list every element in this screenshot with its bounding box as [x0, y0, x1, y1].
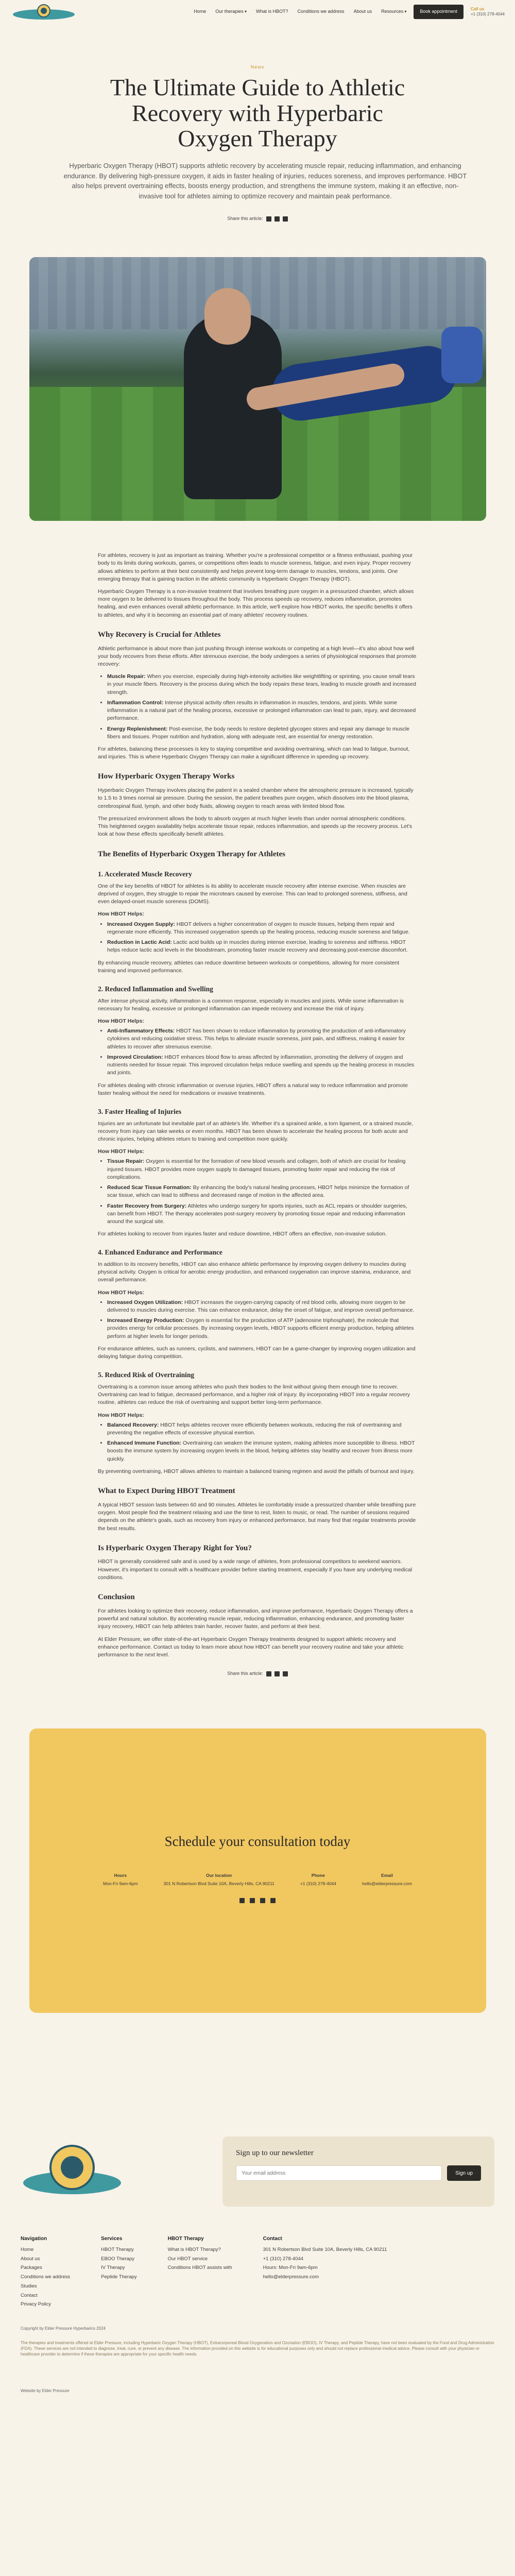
nav-our-therapies[interactable]: Our therapies ▾ — [215, 8, 247, 15]
footer-col-title: Services — [101, 2236, 123, 2242]
list-item: • Increased Oxygen Supply: HBOT delivers a higher concentration of oxygen to muscle tissues, helping them repair and regenerate more efficiently. This increased oxygenation speeds up the healing process, reducing muscle soreness and fatigue. — [107, 921, 417, 936]
x-icon[interactable] — [266, 216, 271, 222]
how-hbot-helps-label: How HBOT Helps: — [98, 1018, 144, 1025]
how-hbot-helps-label: How HBOT Helps: — [98, 911, 144, 918]
newsletter-box — [222, 2137, 494, 2207]
footer-columns — [21, 2235, 494, 2310]
nav-home[interactable]: Home — [194, 9, 207, 14]
fda-disclaimer: The therapies and treatments offered at Elder Pressure, including Hyperbaric Oxygen Therapy (HBOT), Extracorporeal Blood Oxygenation and Ozonation (EBOO), IV Therapy, and Peptide Therapy, have not been evaluated by the Food and Drug Administration (FDA). These services are not intended to diagnose, treat, cure, or prevent any disease. The information provided on this website is for educational purposes only and should not replace professional medical advice. Please consult with your physician or healthcare provider to determine if these therapies are appropriate for your specific health needs. — [21, 2340, 494, 2357]
share-bar — [62, 215, 453, 222]
nav-resources[interactable]: Resources ▾ — [381, 8, 406, 15]
how-hbot-helps-label: How HBOT Helps: — [98, 1289, 144, 1296]
footer-link[interactable]: Peptide Therapy — [101, 2274, 137, 2280]
cta-title: Schedule your consultation today — [164, 1834, 351, 1850]
footer-link[interactable]: Conditions HBOT assists with — [167, 2265, 232, 2271]
footer-link[interactable]: Studies — [21, 2283, 37, 2289]
footer-link[interactable]: Packages — [21, 2265, 42, 2271]
article-body — [98, 552, 417, 1677]
how-hbot-helps-label: How HBOT Helps: — [98, 1412, 144, 1418]
linkedin-icon[interactable] — [274, 1671, 280, 1676]
list — [98, 1158, 417, 1226]
footer-email[interactable]: hello@elderpressure.com — [263, 2274, 319, 2280]
list-item: • Reduction in Lactic Acid: Lactic acid builds up in muscles during intense exercise, leading to soreness and stiffness. HBOT helps reduce lactic acid levels in the bloodstream, promoting faster muscle recovery and decreasing post-exercise discomfort. — [107, 939, 417, 954]
section-heading: Is Hyperbaric Oxygen Therapy Right for You? — [98, 1544, 252, 1552]
footer-logo[interactable] — [21, 2137, 124, 2204]
list-item: • Anti-Inflammatory Effects: HBOT has been shown to reduce inflammation by promoting the production of anti-inflammatory cytokines and reducing oxidative stress. This helps to alleviate muscle soreness, joint pain, and stiffness, making it easier for athletes to recover after strenuous exercise. — [107, 1027, 417, 1051]
footer-col-hbot — [168, 2235, 232, 2310]
facebook-icon[interactable] — [283, 216, 288, 222]
footer-address[interactable]: 301 N Robertson Blvd Suite 10A, Beverly Hills, CA 90211 — [263, 2246, 387, 2252]
paragraph: By enhancing muscle recovery, athletes can reduce downtime between workouts or competitions, allowing for more consistent training and improved performance. — [98, 959, 400, 974]
footer-link[interactable]: HBOT Therapy — [101, 2246, 134, 2252]
paragraph: By preventing overtraining, HBOT allows athletes to maintain a balanced training regimen and avoid the pitfalls of burnout and injury. — [98, 1468, 415, 1475]
footer-col-navigation — [21, 2235, 70, 2310]
cta-info — [29, 1872, 486, 1887]
facebook-icon[interactable] — [250, 1898, 255, 1903]
section-heading: The Benefits of Hyperbaric Oxygen Therapy for Athletes — [98, 850, 285, 858]
list-item: • Inflammation Control: Intense physical activity often results in inflammation in muscles, tendons, and joints. While some inflammation is a natural part of the healing process, excessive or prolonged inflammation can lead to pain, injury, and decreased performance. — [107, 699, 417, 723]
site-logo[interactable] — [10, 3, 93, 21]
footer-link[interactable]: Contact — [21, 2292, 38, 2298]
footer-hours: Hours: Mon-Fri 9am-6pm — [263, 2265, 318, 2271]
paragraph: For athletes looking to optimize their recovery, reduce inflammation, and improve performance, Hyperbaric Oxygen Therapy offers a powerful and natural solution. By accelerating muscle repair, reducing inflammation, enhancing endurance, and promoting faster injury recovery, HBOT can help athletes train harder, recover faster, and perform at their best. — [98, 1607, 413, 1630]
how-hbot-helps-label: How HBOT Helps: — [98, 1148, 144, 1155]
paragraph: The pressurized environment allows the body to absorb oxygen at much higher levels than under normal atmospheric conditions. This heightened oxygen availability helps accelerate tissue repair, reduces inflammation, and speeds up the recovery process. Let's look at how these effects specifically benefit athletes. — [98, 815, 413, 838]
x-icon[interactable] — [266, 1671, 271, 1676]
paragraph: HBOT is generally considered safe and is used by a wide range of athletes, from professional competitors to weekend warriors. However, it's important to consult with a healthcare provider before starting treatment, especially if you have any underlying medical conditions. — [98, 1558, 413, 1581]
footer-col-title: Navigation — [21, 2236, 47, 2242]
page-title: The Ultimate Guide to Athletic Recovery with Hyperbaric Oxygen Therapy — [110, 74, 405, 152]
paragraph: One of the key benefits of HBOT for athletes is its ability to accelerate muscle recovery after intense exercise. When muscles are deprived of oxygen, they struggle to repair the microtears caused by exercise. This can lead to prolonged soreness, stiffness, and even delayed-onset muscle soreness (DOMS). — [98, 883, 407, 905]
list-item: • Increased Oxygen Utilization: HBOT increases the oxygen-carrying capacity of red blood cells, allowing more oxygen to be delivered to muscles during exercise. This can enhance endurance, delay the onset of fatigue, and improve overall performance. — [107, 1299, 417, 1314]
footer-link[interactable]: About us — [21, 2256, 40, 2262]
cta-social-icons — [29, 1898, 486, 1903]
footer-link[interactable]: What is HBOT Therapy? — [167, 2246, 221, 2252]
paragraph: For athletes looking to recover from injuries faster and reduce downtime, HBOT offers an effective, non-invasive solution. — [98, 1231, 387, 1238]
hero-section — [0, 24, 515, 243]
paragraph: For athletes, balancing these processes is key to staying competitive and avoiding overtraining, which can lead to fatigue, burnout, and injuries. This is where Hyperbaric Oxygen Therapy can make a significant difference in speeding up recovery. — [98, 746, 410, 760]
logo-emblem-icon — [10, 3, 77, 21]
cta-email[interactable]: Email hello@elderpressure.com — [362, 1873, 412, 1886]
list — [98, 1027, 417, 1077]
site-header — [0, 0, 515, 24]
cta-phone[interactable]: Phone +1 (310) 278-4044 — [300, 1873, 337, 1886]
subsection-heading: 5. Reduced Risk of Overtraining — [98, 1371, 195, 1379]
footer-col-title: HBOT Therapy — [167, 2236, 204, 2242]
list-item: • Tissue Repair: Oxygen is essential for the formation of new blood vessels and collagen, both of which are crucial for healing injured tissues. HBOT provides more oxygen supply to damaged tissues, promoting faster repair and reducing the risk of complications. — [107, 1158, 417, 1181]
paragraph: Athletic performance is about more than just pushing through intense workouts or competing at a high level—it's also about how well your body recovers from these efforts. After strenuous exercise, the body undergoes a series of physiological responses that promote recovery: — [98, 645, 417, 668]
site-footer — [0, 2137, 515, 2408]
hero-image-athlete-stretching — [29, 257, 486, 521]
paragraph: For athletes dealing with chronic inflammation or overuse injuries, HBOT offers a natural way to reduce inflammation and promote faster healing without the need for medications or invasive treatments. — [98, 1082, 408, 1096]
x-icon[interactable] — [260, 1898, 265, 1903]
section-heading: What to Expect During HBOT Treatment — [98, 1487, 235, 1496]
linkedin-icon[interactable] — [274, 216, 280, 222]
section-heading: Conclusion — [98, 1593, 135, 1602]
list — [98, 673, 417, 741]
footer-phone[interactable]: +1 (310) 278-4044 — [263, 2256, 304, 2262]
list-item: • Muscle Repair: When you exercise, especially during high-intensity activities like weightlifting or sprinting, you cause small tears in your muscle fibers. Recovery is the process during which the body repairs these tears, leading to muscle growth and increased strength. — [107, 673, 417, 697]
article-category: News — [250, 64, 265, 70]
list-item: • Faster Recovery from Surgery: Athletes who undergo surgery for sports injuries, such as ACL repairs or shoulder surgeries, can benefit from HBOT. The therapy accelerates post-surgery recovery by promoting tissue repair and reducing inflammation around the surgical site. — [107, 1202, 417, 1226]
list-item: • Reduced Scar Tissue Formation: By enhancing the body's natural healing processes, HBOT helps minimize the formation of scar tissue, which can lead to stiffness and decreased range of motion in the affected area. — [107, 1184, 417, 1199]
paragraph: In addition to its recovery benefits, HBOT can also enhance athletic performance by improving oxygen delivery to muscles during physical activity. Oxygen is critical for aerobic energy production, and enhanced oxygenation can improve stamina, endurance, and overall performance. — [98, 1261, 411, 1283]
consultation-cta — [29, 1728, 486, 2013]
subsection-heading: 2. Reduced Inflammation and Swelling — [98, 985, 213, 993]
cta-hours: Hours Mon-Fri 9am-6pm — [102, 1873, 138, 1886]
share-label: Share this article: — [227, 216, 263, 222]
main-nav — [194, 8, 406, 15]
footer-link[interactable]: EBOO Therapy — [101, 2256, 134, 2262]
footer-col-title: Contact — [263, 2236, 282, 2242]
list — [98, 921, 417, 955]
subsection-heading: 3. Faster Healing of Injuries — [98, 1107, 182, 1115]
paragraph: Injuries are an unfortunate but inevitable part of an athlete's life. Whether it's a sprained ankle, a torn ligament, or a strained muscle, recovery from injury can take weeks or even months. HBOT has been shown to accelerate the healing process for both acute and chronic injuries, helping athletes return to training and competition more quickly. — [98, 1120, 414, 1142]
footer-link[interactable]: IV Therapy — [101, 2265, 125, 2271]
instagram-icon[interactable] — [239, 1898, 245, 1903]
section-heading: Why Recovery is Crucial for Athletes — [98, 630, 221, 639]
header-call-label: Call us — [470, 7, 485, 12]
newsletter-title: Sign up to our newsletter — [236, 2149, 314, 2158]
header-contact — [471, 7, 505, 16]
list-item: • Improved Circulation: HBOT enhances blood flow to areas affected by inflammation, promoting the delivery of oxygen and nutrients needed for tissue repair. This improved circulation helps reduce swelling and speeds up the healing process in muscles and joints. — [107, 1054, 417, 1077]
paragraph: Overtraining is a common issue among athletes who push their bodies to the limit without giving them enough time to recover. Overtraining can lead to fatigue, decreased performance, and a higher risk of injury. By incorporating HBOT into a regular recovery routine, athletes can reduce the risk of overtraining and support better long-term performance. — [98, 1383, 410, 1406]
share-label: Share this article: — [227, 1671, 263, 1676]
newsletter-signup-button[interactable]: Sign up — [447, 2165, 481, 2181]
copyright: Copyright by Elder Pressure Hyperbarics 2024 — [21, 2326, 106, 2331]
list — [98, 1299, 417, 1341]
footer-credit: Website by Elder Pressure — [21, 2388, 70, 2394]
footer-link[interactable]: Conditions we address — [21, 2274, 71, 2280]
book-appointment-button[interactable]: Book appointment — [414, 5, 464, 19]
nav-what-is-hbot[interactable]: What is HBOT? — [255, 9, 288, 14]
paragraph: Hyperbaric Oxygen Therapy is a non-invasive treatment that involves breathing pure oxygen in a pressurized chamber, which allows more oxygen to be delivered to tissues throughout the body. This process speeds up recovery, reduces inflammation, promotes healing, and even enhances overall athletic performance. In this article, we'll explore how HBOT works, the specific benefits it offers to athletes, and why it is becoming an essential part of many athletes' recovery routines. — [98, 588, 414, 618]
logo-emblem-icon — [21, 2137, 124, 2204]
list-item: • Enhanced Immune Function: Overtraining can weaken the immune system, making athletes more susceptible to illness. HBOT boosts the immune system by increasing oxygen levels in the blood, helping athletes stay healthy and recover from illness more quickly. — [107, 1439, 417, 1463]
list — [98, 1421, 417, 1463]
paragraph: For endurance athletes, such as runners, cyclists, and swimmers, HBOT can be a game-changer by improving oxygen utilization and delaying fatigue during competition. — [98, 1345, 416, 1360]
list-item: • Energy Replenishment: Post-exercise, the body needs to restore depleted glycogen stores and repair any damage to muscle fibers and tissues. Proper nutrition and hydration, along with adequate rest, are essential for energy restoration. — [107, 725, 417, 741]
paragraph: A typical HBOT session lasts between 60 and 90 minutes. Athletes lie comfortably inside a pressurized chamber while breathing pure oxygen. Most people find the treatment relaxing and use the time to rest, listen to music, or read. The number of sessions required depends on the athlete's goals, such as recovery from injury or enhanced performance, but many find that regular treatments provide the best results. — [98, 1501, 416, 1532]
paragraph: Hyperbaric Oxygen Therapy involves placing the patient in a sealed chamber where the atmospheric pressure is increased, typically to 1.5 to 3 times normal air pressure. During the session, the patient breathes pure oxygen, which dissolves into the blood plasma, cerebrospinal fluid, lymph, and other body fluids, allowing oxygen to reach areas with limited blood flow. — [98, 787, 414, 809]
linkedin-icon[interactable] — [270, 1898, 276, 1903]
footer-link[interactable]: Our HBOT service — [167, 2256, 208, 2262]
list-item: • Increased Energy Production: Oxygen is essential for the production of ATP (adenosine triphosphate), the molecule that provides energy for cellular processes. By increasing oxygen levels, HBOT supports efficient energy production, helping athletes perform at higher levels for longer periods. — [107, 1317, 417, 1341]
subsection-heading: 4. Enhanced Endurance and Performance — [98, 1248, 222, 1257]
nav-about-us[interactable]: About us — [353, 9, 372, 14]
hero-intro: Hyperbaric Oxygen Therapy (HBOT) supports athletic recovery by accelerating muscle repair, reducing inflammation, and enhancing endurance. By delivering high-pressure oxygen, it aids in faster healing of injuries, reduces soreness, and improves performance. HBOT also helps prevent overtraining effects, boosts energy production, and strengthens the immune system, making it an effective, non-invasive tool for athletes aiming to optimize recovery and maintain peak performance. — [63, 162, 467, 200]
section-heading: How Hyperbaric Oxygen Therapy Works — [98, 772, 235, 781]
list-item: • Balanced Recovery: HBOT helps athletes recover more efficiently between workouts, reducing the risk of overtraining and preventing the negative effects of excessive physical exertion. — [107, 1421, 417, 1437]
cta-location[interactable]: Our location 301 N Robertson Blvd Suite 10A, Beverly Hills, CA 90211 — [163, 1873, 274, 1886]
paragraph: At Elder Pressure, we offer state-of-the-art Hyperbaric Oxygen Therapy treatments designed to support athletic recovery and enhance performance. Contact us today to learn more about how HBOT can benefit your recovery routine and take your athletic performance to the next level. — [98, 1636, 404, 1658]
header-phone[interactable]: +1 (310) 278-4044 — [470, 12, 505, 16]
nav-conditions[interactable]: Conditions we address — [297, 9, 345, 14]
newsletter-email-input[interactable] — [236, 2165, 442, 2181]
footer-link[interactable]: Privacy Policy — [21, 2301, 52, 2308]
footer-link[interactable]: Home — [21, 2246, 34, 2252]
footer-col-contact — [263, 2235, 387, 2310]
share-bar-bottom — [98, 1670, 417, 1677]
facebook-icon[interactable] — [283, 1671, 288, 1676]
footer-col-services — [101, 2235, 137, 2310]
paragraph: For athletes, recovery is just as important as training. Whether you're a professional competitor or a fitness enthusiast, pushing your body to its limits during workouts, games, or competitions often leads to muscle soreness, fatigue, and even injury. Proper recovery allows athletes to perform at their best consistently and helps prevent long-term damage to muscles, tendons, and joints. One emerging therapy that is gaining traction in the athletic community is Hyperbaric Oxygen Therapy (HBOT). — [98, 552, 413, 582]
subsection-heading: 1. Accelerated Muscle Recovery — [98, 870, 192, 878]
paragraph: After intense physical activity, inflammation is a common response, especially in muscles and joints. While some inflammation is necessary for healing, excessive or prolonged inflammation can impede recovery and increase the risk of injury. — [98, 997, 404, 1012]
